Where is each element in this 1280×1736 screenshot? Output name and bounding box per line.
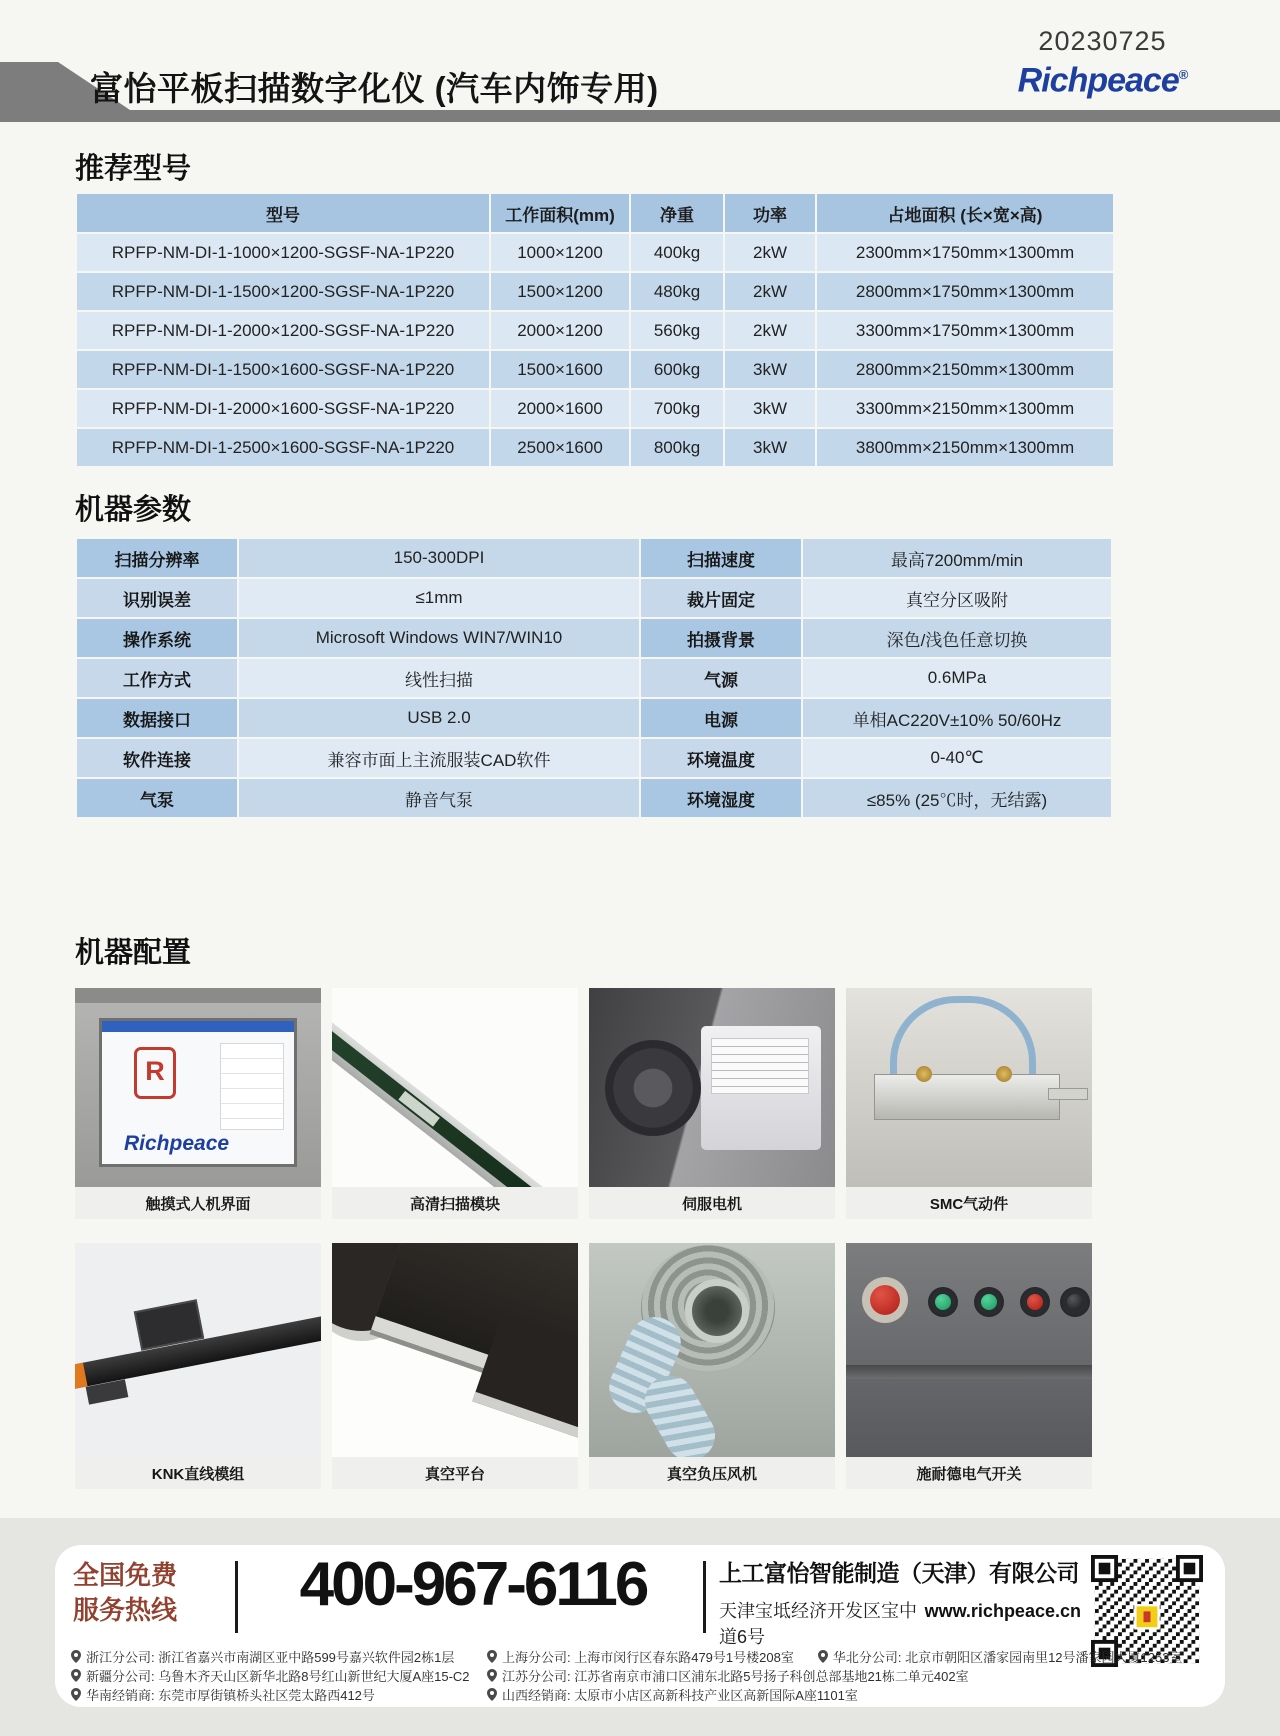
cell: 环境湿度: [641, 779, 801, 817]
cell: 气源: [641, 659, 801, 697]
photo-schneider-switches: [846, 1243, 1092, 1457]
cell: 0-40℃: [803, 739, 1111, 777]
cell: 1500×1200: [491, 273, 629, 310]
footer-card: [55, 1545, 1225, 1707]
cell: 操作系统: [77, 619, 237, 657]
location-pin-icon: [487, 1669, 497, 1682]
config-item: [589, 988, 835, 1219]
cell: 3kW: [725, 429, 815, 466]
models-table-wrap: [75, 192, 1103, 468]
cell: 静音气泵: [239, 779, 639, 817]
richpeace-wordmark: Richpeace: [124, 1132, 230, 1155]
branch-address: [71, 1666, 470, 1685]
cell: ≤85% (25℃时，无结露): [803, 779, 1111, 817]
table-row: [77, 312, 1113, 349]
photo-caption: SMC气动件: [846, 1187, 1092, 1219]
table-row: [77, 539, 1111, 577]
table-row: [77, 779, 1111, 817]
config-item: [846, 988, 1092, 1219]
cell: 扫描分辨率: [77, 539, 237, 577]
cell: 3300mm×1750mm×1300mm: [817, 312, 1113, 349]
page-title: 富怡平板扫描数字化仪 (汽车内饰专用): [90, 70, 659, 107]
table-row: [77, 234, 1113, 271]
table-row: [77, 429, 1113, 466]
photo-caption: 真空负压风机: [589, 1457, 835, 1489]
branch-address-text: 上海分公司: 上海市闵行区春东路479号1号楼208室: [502, 1650, 794, 1665]
cell: 环境温度: [641, 739, 801, 777]
screen: [99, 1018, 297, 1167]
cell: 150-300DPI: [239, 539, 639, 577]
photo-caption: 施耐德电气开关: [846, 1457, 1092, 1489]
params-table: [75, 537, 1113, 819]
branch-address: [487, 1666, 1182, 1685]
table-row: [77, 659, 1111, 697]
document-date: 20230725: [1038, 26, 1167, 56]
photo-caption: KNK直线模组: [75, 1457, 321, 1489]
config-item: [75, 1243, 321, 1489]
hotline-label: [73, 1558, 177, 1628]
cell: 气泵: [77, 779, 237, 817]
cell: 560kg: [631, 312, 723, 349]
divider: [703, 1561, 706, 1633]
cell: 3800mm×2150mm×1300mm: [817, 429, 1113, 466]
cell: RPFP-NM-DI-1-2000×1200-SGSF-NA-1P220: [77, 312, 489, 349]
cell: 工作方式: [77, 659, 237, 697]
location-pin-icon: [71, 1650, 81, 1663]
brass-fitting: [916, 1066, 932, 1082]
config-item: [589, 1243, 835, 1489]
cell: 700kg: [631, 390, 723, 427]
photo-touch-screen: [75, 988, 321, 1187]
table-row: [77, 739, 1111, 777]
cell: RPFP-NM-DI-1-1500×1200-SGSF-NA-1P220: [77, 273, 489, 310]
table-row: [77, 273, 1113, 310]
pcb-strip: [332, 1026, 550, 1187]
motor-nameplate: [711, 1038, 809, 1094]
branch-address: [71, 1647, 453, 1666]
branch-address: [487, 1685, 1182, 1704]
brand-name: Richpeace: [1017, 61, 1179, 100]
divider: [235, 1561, 238, 1633]
models-table: [75, 192, 1115, 468]
header-cell: 型号: [77, 194, 489, 232]
branch-address-text: 新疆分公司: 乌鲁木齐天山区新华北路8号红山新世纪大厦A座15-C2: [86, 1669, 470, 1684]
cell: 2000×1200: [491, 312, 629, 349]
module-bar: [332, 1016, 560, 1187]
cell: 扫描速度: [641, 539, 801, 577]
cell: 2800mm×1750mm×1300mm: [817, 273, 1113, 310]
location-pin-icon: [487, 1650, 497, 1663]
cell: 0.6MPa: [803, 659, 1111, 697]
cell: 600kg: [631, 351, 723, 388]
location-pin-icon: [818, 1650, 828, 1663]
cell: 电源: [641, 699, 801, 737]
cell: 拍摄背景: [641, 619, 801, 657]
cell: 单相AC220V±10% 50/60Hz: [803, 699, 1111, 737]
cylinder-block: [874, 1074, 1060, 1120]
cell: 裁片固定: [641, 579, 801, 617]
registered-mark: ®: [1178, 67, 1188, 82]
branch-address: [818, 1647, 1183, 1666]
motor-flange: [605, 1040, 701, 1136]
config-item: [332, 1243, 578, 1489]
hotline-line: 服务热线: [73, 1595, 178, 1625]
cell: 线性扫描: [239, 659, 639, 697]
cell: 2kW: [725, 273, 815, 310]
cell: 3kW: [725, 351, 815, 388]
cell: 深色/浅色任意切换: [803, 619, 1111, 657]
photo-caption: 高清扫描模块: [332, 1187, 578, 1219]
cell: 2kW: [725, 312, 815, 349]
header-cell: 占地面积 (长×宽×高): [817, 194, 1113, 232]
cell: 兼容市面上主流服装CAD软件: [239, 739, 639, 777]
location-pin-icon: [71, 1669, 81, 1682]
section-title-config: 机器配置: [75, 937, 192, 969]
cell: 2kW: [725, 234, 815, 271]
branch-address-list: [71, 1647, 1183, 1704]
photo-vacuum-blower: [589, 1243, 835, 1457]
table-header-row: [77, 194, 1113, 232]
black-button: [1060, 1287, 1090, 1317]
header-cell: 功率: [725, 194, 815, 232]
table-row: [77, 351, 1113, 388]
cell: 识别误差: [77, 579, 237, 617]
photo-servo-motor: [589, 988, 835, 1187]
cell: Microsoft Windows WIN7/WIN10: [239, 619, 639, 657]
photo-smc-pneumatics: [846, 988, 1092, 1187]
hotline-phone-number: 400-967-6116: [299, 1550, 647, 1619]
website-link[interactable]: www.richpeace.cn: [924, 1601, 1081, 1621]
config-item: [846, 1243, 1092, 1489]
params-table-wrap: [75, 537, 1103, 819]
branch-address: [487, 1647, 794, 1666]
cell: 1000×1200: [491, 234, 629, 271]
company-block: [719, 1555, 1081, 1649]
section-title-params: 机器参数: [75, 494, 192, 526]
company-name: 上工富怡智能制造（天津）有限公司: [719, 1560, 1079, 1586]
hotline-line: 全国免费: [73, 1560, 178, 1590]
cell: RPFP-NM-DI-1-1000×1200-SGSF-NA-1P220: [77, 234, 489, 271]
blower-grille: [685, 1279, 749, 1343]
cell: 真空分区吸附: [803, 579, 1111, 617]
screen-panel: [220, 1043, 284, 1130]
table-row: [77, 699, 1111, 737]
branch-address-text: 华南经销商: 东莞市厚街镇桥头社区莞太路西412号: [86, 1688, 375, 1703]
cell: 3kW: [725, 390, 815, 427]
cell: RPFP-NM-DI-1-2000×1600-SGSF-NA-1P220: [77, 390, 489, 427]
branch-address-text: 江苏分公司: 江苏省南京市浦口区浦东北路5号扬子科创总部基地21栋二单元402室: [502, 1669, 969, 1684]
cell: 1500×1600: [491, 351, 629, 388]
photo-caption: 真空平台: [332, 1457, 578, 1489]
cell: ≤1mm: [239, 579, 639, 617]
cell: 400kg: [631, 234, 723, 271]
bezel: [75, 988, 321, 1003]
cell: USB 2.0: [239, 699, 639, 737]
header-cell: 净重: [631, 194, 723, 232]
photo-caption: 伺服电机: [589, 1187, 835, 1219]
branch-address-text: 浙江分公司: 浙江省嘉兴市南湖区亚中路599号嘉兴软件园2栋1层: [86, 1650, 455, 1665]
branch-address-text: 山西经销商: 太原市小店区高新科技产业区高新国际A座1101室: [502, 1688, 858, 1703]
cell: 软件连接: [77, 739, 237, 777]
location-pin-icon: [487, 1688, 497, 1701]
cell: 2300mm×1750mm×1300mm: [817, 234, 1113, 271]
config-item: [332, 988, 578, 1219]
richpeace-logo: [995, 57, 1210, 98]
cell: 最高7200mm/min: [803, 539, 1111, 577]
cell: RPFP-NM-DI-1-1500×1600-SGSF-NA-1P220: [77, 351, 489, 388]
branch-address: [71, 1685, 453, 1704]
cell: 480kg: [631, 273, 723, 310]
table-row: [77, 390, 1113, 427]
table-row: [77, 579, 1111, 617]
photo-knk-linear-module: [75, 1243, 321, 1457]
photo-caption: 触摸式人机界面: [75, 1187, 321, 1219]
branch-address-text: 华北分公司: 北京市朝阳区潘家园南里12号潘家园大厦1253室: [832, 1650, 1183, 1665]
config-item: [75, 988, 321, 1219]
cell: 2800mm×2150mm×1300mm: [817, 351, 1113, 388]
brand-block: [995, 26, 1210, 98]
cell: 800kg: [631, 429, 723, 466]
green-button: [928, 1287, 958, 1317]
red-button: [1020, 1287, 1050, 1317]
company-address: 天津宝坻经济开发区宝中道6号: [719, 1601, 917, 1647]
table-row: [77, 619, 1111, 657]
rail-endcap: [75, 1363, 88, 1390]
section-title-models: 推荐型号: [75, 153, 192, 185]
photo-vacuum-table: [332, 1243, 578, 1457]
location-pin-icon: [71, 1688, 81, 1701]
panel-groove: [846, 1365, 1092, 1379]
cell: 数据接口: [77, 699, 237, 737]
piston-rod: [1048, 1088, 1088, 1100]
cell: 3300mm×2150mm×1300mm: [817, 390, 1113, 427]
emergency-stop-button: [862, 1277, 908, 1323]
cell: 2500×1600: [491, 429, 629, 466]
cell: RPFP-NM-DI-1-2500×1600-SGSF-NA-1P220: [77, 429, 489, 466]
header-cell: 工作面积(mm): [491, 194, 629, 232]
richpeace-r-logo: R: [134, 1047, 176, 1099]
cell: 2000×1600: [491, 390, 629, 427]
brass-fitting: [996, 1066, 1012, 1082]
module-label: [398, 1091, 439, 1127]
photo-scan-module: [332, 988, 578, 1187]
screen-titlebar: [102, 1021, 294, 1032]
green-button: [974, 1287, 1004, 1317]
